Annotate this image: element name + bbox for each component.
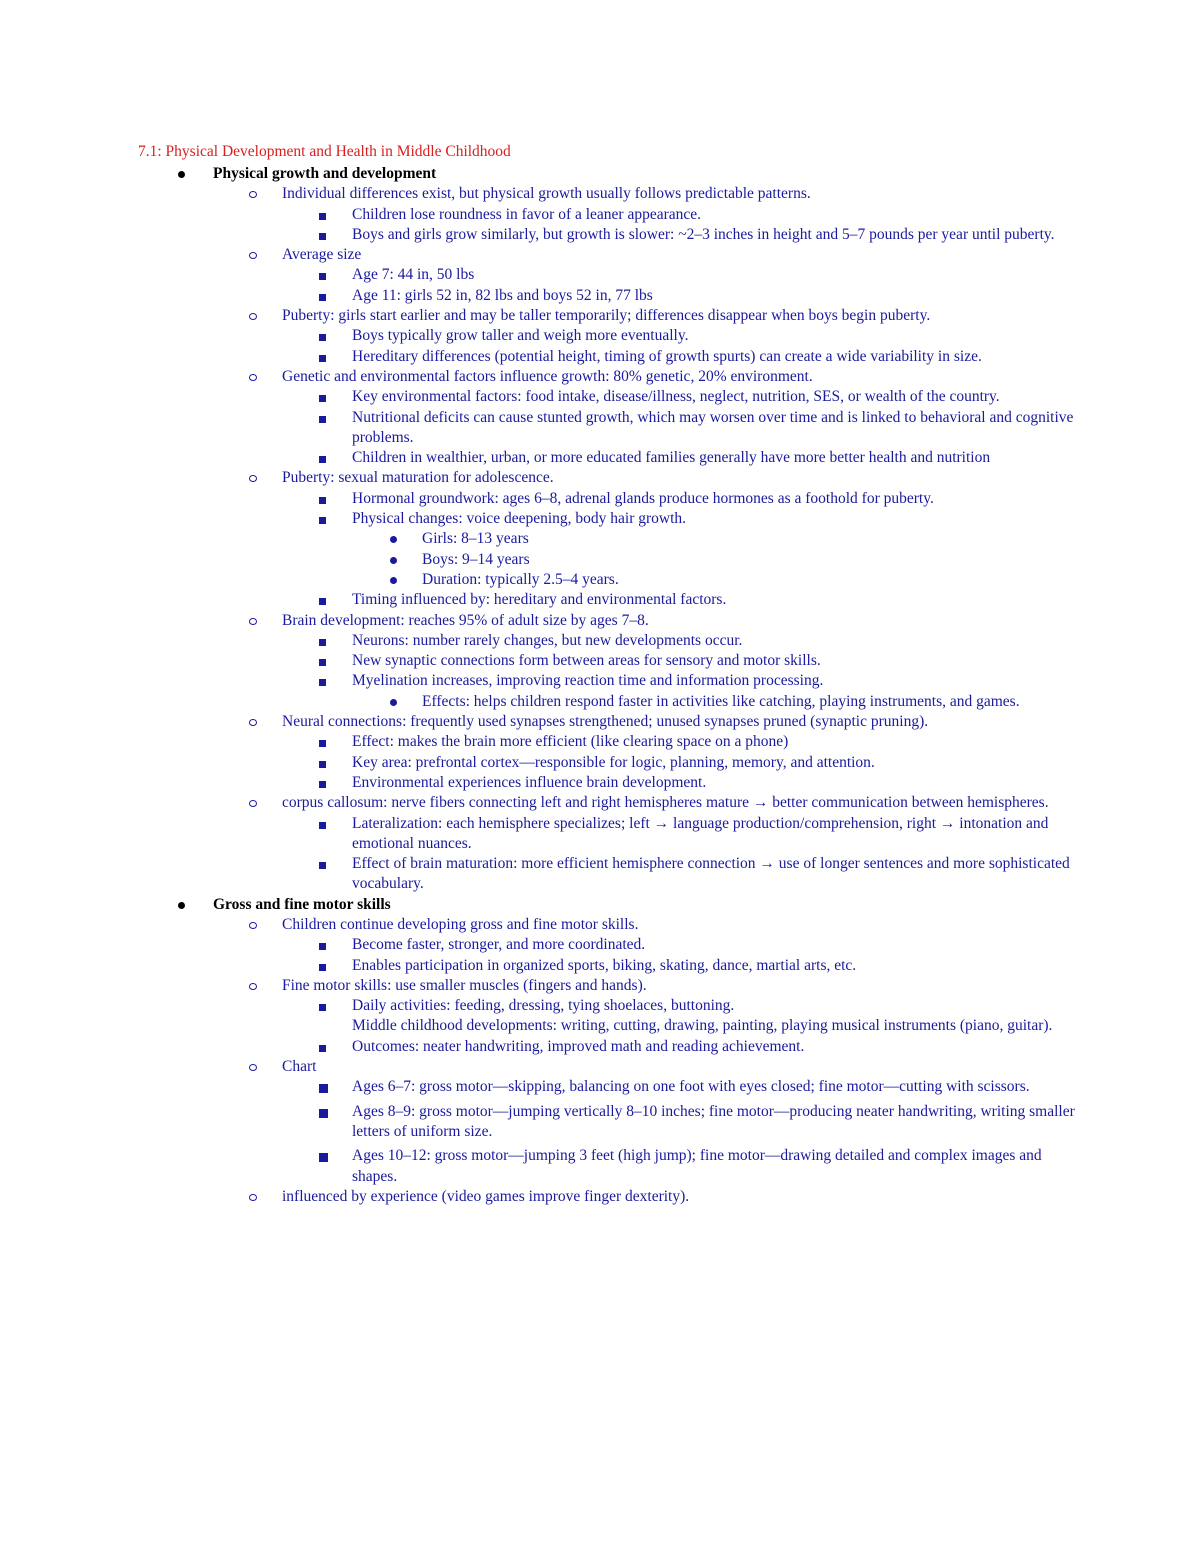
list-item: Brain development: reaches 95% of adult size by ages 7–8.: [138, 611, 1078, 631]
list-item: Lateralization: each hemisphere specializes; left → language production/comprehension, right → intonation and emotional nuances.: [138, 814, 1078, 855]
list-item: Key environmental factors: food intake, disease/illness, neglect, nutrition, SES, or wealth of the country.: [138, 387, 1078, 407]
bullet-square-icon: [318, 225, 330, 245]
list-item: Age 11: girls 52 in, 82 lbs and boys 52 in, 77 lbs: [138, 286, 1078, 306]
bullet-disc-icon: [176, 164, 188, 184]
bullet-square-icon: [318, 1037, 330, 1057]
list-item: corpus callosum: nerve fibers connecting left and right hemispheres mature → better communication between hemispheres.: [138, 793, 1078, 813]
list-item: New synaptic connections form between areas for sensory and motor skills.: [138, 651, 1078, 671]
list-item: Effects: helps children respond faster in activities like catching, playing instruments, and games.: [138, 692, 1078, 712]
bullet-square-icon: [318, 286, 330, 306]
section-heading: Physical growth and development: [138, 164, 1078, 184]
list-item: Myelination increases, improving reaction time and information processing.: [138, 671, 1078, 691]
bullet-square-icon: [318, 387, 330, 407]
bullet-square-icon: [318, 773, 330, 793]
bullet-disc-icon: [176, 895, 188, 915]
list-item-continuation: Middle childhood developments: writing, cutting, drawing, painting, playing musical instruments (piano, guitar).: [352, 1017, 1053, 1035]
list-item: Nutritional deficits can cause stunted growth, which may worsen over time and is linked to behavioral and cognitive problems.: [138, 408, 1078, 449]
bullet-circle-icon: [248, 184, 260, 204]
bullet-circle-icon: [248, 306, 260, 326]
bullet-circle-icon: [248, 976, 260, 996]
list-item: Puberty: sexual maturation for adolescence.: [138, 468, 1078, 488]
bullet-circle-icon: [248, 712, 260, 732]
bullet-square-icon: [318, 996, 330, 1016]
bullet-square-icon: [318, 489, 330, 509]
bullet-square-icon: [318, 651, 330, 671]
bullet-circle-icon: [248, 468, 260, 488]
bullet-disc-icon: [388, 570, 400, 590]
bullet-square-icon: [318, 265, 330, 285]
list-item: Boys typically grow taller and weigh more eventually.: [138, 326, 1078, 346]
list-item: Fine motor skills: use smaller muscles (fingers and hands).: [138, 976, 1078, 996]
page-title: 7.1: Physical Development and Health in Middle Childhood: [138, 143, 511, 160]
list-item: Puberty: girls start earlier and may be taller temporarily; differences disappear when boys begin puberty.: [138, 306, 1078, 326]
list-item: Hormonal groundwork: ages 6–8, adrenal glands produce hormones as a foothold for puberty.: [138, 489, 1078, 509]
bullet-square-icon: [318, 956, 330, 976]
bullet-disc-icon: [388, 529, 400, 549]
list-item: Neurons: number rarely changes, but new developments occur.: [138, 631, 1078, 651]
bullet-circle-icon: [248, 245, 260, 265]
list-item: Average size: [138, 245, 1078, 265]
list-item: Enables participation in organized sports, biking, skating, dance, martial arts, etc.: [138, 956, 1078, 976]
list-item: Duration: typically 2.5–4 years.: [138, 570, 1078, 590]
bullet-square-icon: [318, 753, 330, 773]
bullet-circle-icon: [248, 793, 260, 813]
list-item: Boys and girls grow similarly, but growth is slower: ~2–3 inches in height and 5–7 pounds per year until puberty.: [138, 225, 1078, 245]
list-item: Neural connections: frequently used synapses strengthened; unused synapses pruned (synaptic pruning).: [138, 712, 1078, 732]
bullet-circle-icon: [248, 611, 260, 631]
list-item: Children lose roundness in favor of a leaner appearance.: [138, 205, 1078, 225]
bullet-circle-icon: [248, 1057, 260, 1077]
bullet-square-icon: [318, 814, 330, 834]
list-item: Children continue developing gross and fine motor skills.: [138, 915, 1078, 935]
bullet-square-icon: [318, 854, 330, 874]
list-item: Key area: prefrontal cortex—responsible for logic, planning, memory, and attention.: [138, 753, 1078, 773]
list-item: Girls: 8–13 years: [138, 529, 1078, 549]
bullet-square-icon: [318, 590, 330, 610]
list-item: Age 7: 44 in, 50 lbs: [138, 265, 1078, 285]
bullet-square-icon: [318, 326, 330, 346]
bullet-square-icon: [318, 408, 330, 428]
bullet-circle-icon: [248, 367, 260, 387]
bullet-square-icon: [318, 509, 330, 529]
document-page: [138, 142, 1078, 1207]
bullet-square-icon: [318, 448, 330, 468]
bullet-square-icon: [318, 1146, 330, 1166]
list-item: Chart: [138, 1057, 1078, 1077]
list-item: Physical changes: voice deepening, body hair growth.: [138, 509, 1078, 529]
bullet-square-icon: [318, 205, 330, 225]
bullet-square-icon: [318, 671, 330, 691]
list-item: Outcomes: neater handwriting, improved math and reading achievement.: [138, 1037, 1078, 1057]
bullet-circle-icon: [248, 915, 260, 935]
bullet-disc-icon: [388, 692, 400, 712]
list-item: influenced by experience (video games improve finger dexterity).: [138, 1187, 1078, 1207]
list-item: Effect: makes the brain more efficient (like clearing space on a phone): [138, 732, 1078, 752]
section-heading: Gross and fine motor skills: [138, 895, 1078, 915]
outline-list: [138, 164, 1078, 1207]
list-item: Boys: 9–14 years: [138, 550, 1078, 570]
list-item: Environmental experiences influence brain development.: [138, 773, 1078, 793]
bullet-square-icon: [318, 935, 330, 955]
list-item: Effect of brain maturation: more efficient hemisphere connection → use of longer sentences and more sophisticated vocabulary.: [138, 854, 1078, 895]
list-item: Genetic and environmental factors influence growth: 80% genetic, 20% environment.: [138, 367, 1078, 387]
list-item: Ages 8–9: gross motor—jumping vertically 8–10 inches; fine motor—producing neater handwriting, writing smaller letters of uniform size.: [138, 1102, 1078, 1143]
bullet-square-icon: [318, 732, 330, 752]
list-item: Children in wealthier, urban, or more educated families generally have more better health and nutrition: [138, 448, 1078, 468]
list-item: Daily activities: feeding, dressing, tying shoelaces, buttoning. Middle childhood developments: writing, cutting, drawing, painting, playing musical instruments (piano, guitar).: [138, 996, 1078, 1037]
list-item: Ages 10–12: gross motor—jumping 3 feet (high jump); fine motor—drawing detailed and complex images and shapes.: [138, 1146, 1078, 1187]
bullet-circle-icon: [248, 1187, 260, 1207]
bullet-square-icon: [318, 1077, 330, 1097]
list-item: Become faster, stronger, and more coordinated.: [138, 935, 1078, 955]
bullet-square-icon: [318, 347, 330, 367]
list-item: Individual differences exist, but physical growth usually follows predictable patterns.: [138, 184, 1078, 204]
bullet-square-icon: [318, 1102, 330, 1122]
list-item: Hereditary differences (potential height, timing of growth spurts) can create a wide variability in size.: [138, 347, 1078, 367]
bullet-square-icon: [318, 631, 330, 651]
list-item: Timing influenced by: hereditary and environmental factors.: [138, 590, 1078, 610]
list-item: Ages 6–7: gross motor—skipping, balancing on one foot with eyes closed; fine motor—cutting with scissors.: [138, 1077, 1078, 1097]
bullet-disc-icon: [388, 550, 400, 570]
